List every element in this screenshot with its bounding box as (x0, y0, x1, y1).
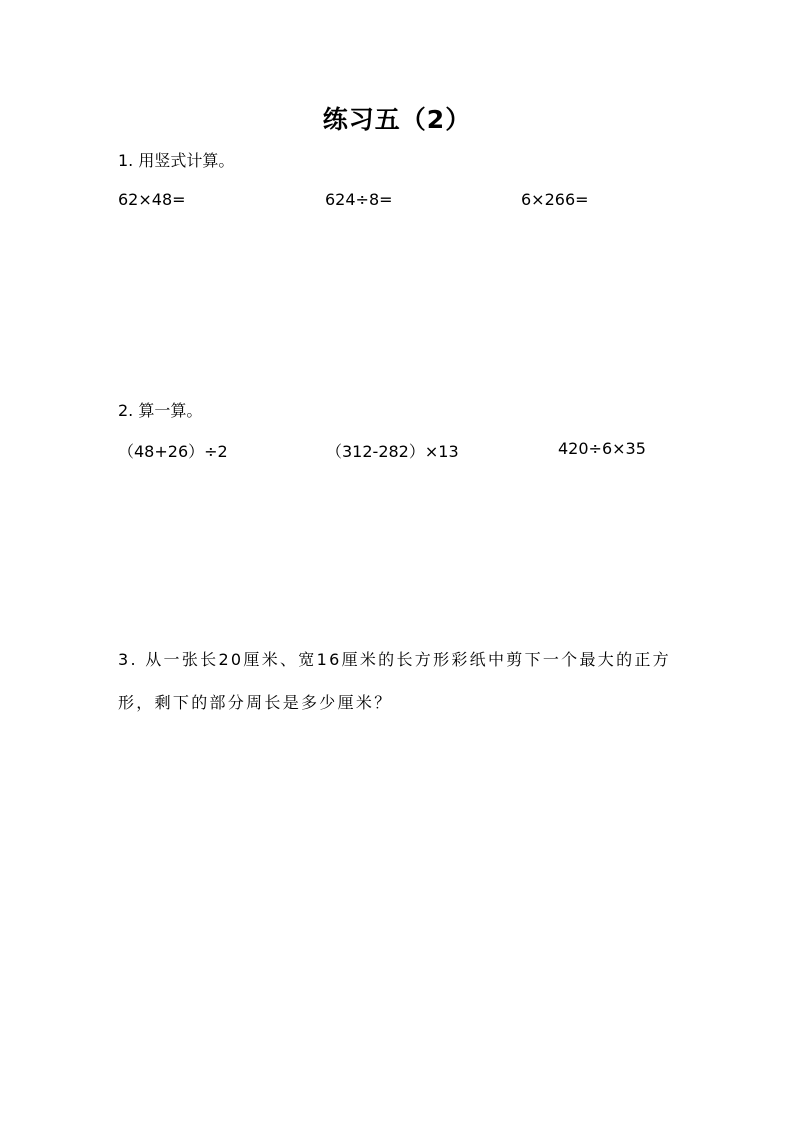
question-3-line-2: 形，剩下的部分周长是多少厘米？ (118, 693, 393, 712)
question-1-label: 1. 用竖式计算。 (118, 151, 235, 170)
q2-problem-3: 420÷6×35 (558, 439, 646, 458)
q2-problem-2: （312-282）×13 (326, 442, 459, 461)
q1-problem-3: 6×266= (521, 190, 589, 209)
page-title: 练习五（2） (322, 105, 472, 134)
q1-problem-1: 62×48= (118, 190, 186, 209)
q2-problem-1: （48+26）÷2 (118, 442, 228, 461)
question-3-line-1: 3. 从一张长20厘米、宽16厘米的长方形彩纸中剪下一个最大的正方 (118, 650, 671, 669)
question-2-label: 2. 算一算。 (118, 401, 203, 420)
q1-problem-2: 624÷8= (325, 190, 393, 209)
